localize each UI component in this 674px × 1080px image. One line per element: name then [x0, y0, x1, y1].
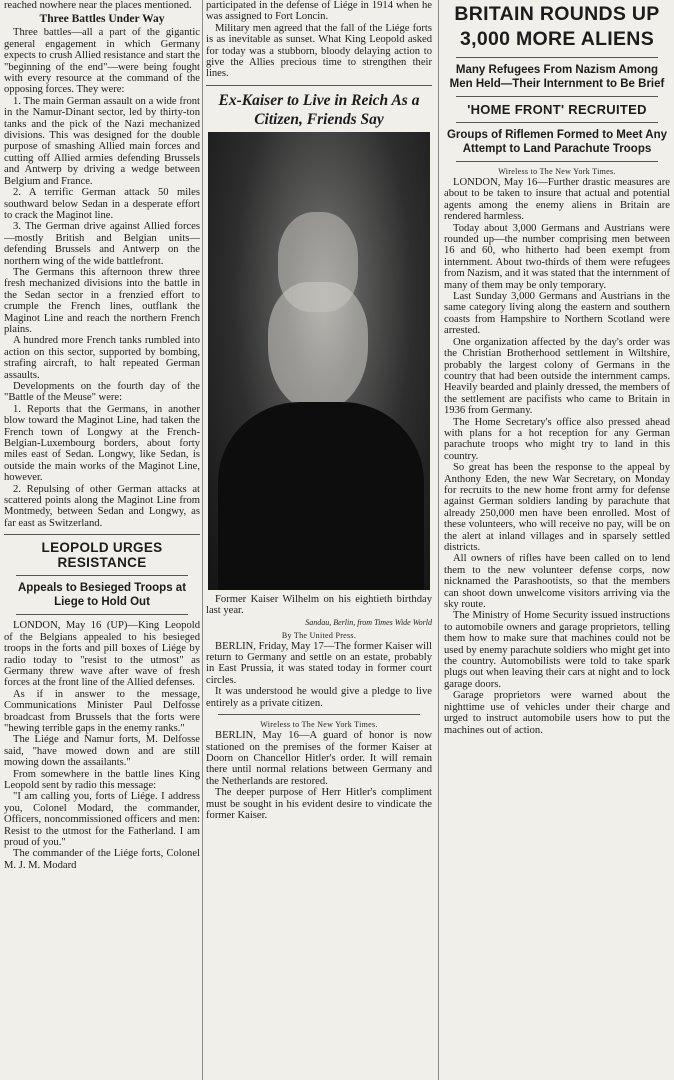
column-rule-right [438, 0, 439, 1080]
paragraph: The Ministry of Home Security issued instructions to automobile owners and garage proprietors, telling them how to make sure that machines could not be used by enemy parachute soldiers who might get into the country. Automobilists were told to take spark plugs out when leaving their cars at night and to lock garage doors. [444, 610, 670, 690]
divider [16, 614, 188, 615]
divider [456, 122, 658, 123]
paragraph: One organization affected by the day's order was the Christian Brotherhood settlement in Wiltshire, probably the largest colony of Germans in the country that had been outside the internment camps. Heavily bearded and plainly dressed, the members of the settlement are pacifists who came to Britain in 1936 from Germany. [444, 336, 670, 417]
paragraph: Today about 3,000 Germans and Austrians were rounded up—the number comprising men between 16 and 60, who hitherto had been exempt from internment. About two-thirds of them were refugees from Nazism, and it was stated that the internment of many of them may be only temporary. [444, 222, 670, 291]
paragraph: participated in the defense of Liége in 1914 when he was assigned to Fort Loncin. [206, 0, 432, 23]
divider [4, 534, 200, 535]
paragraph: Garage proprietors were warned about the nighttime use of vehicles under their charge and urged to instruct automobile users how to put the machines out of action. [444, 690, 670, 736]
photo-credit: Sandau, Berlin, from Times Wide World [305, 617, 432, 627]
divider [456, 96, 658, 97]
paragraph: So great has been the response to the appeal by Anthony Eden, the new War Secretary, on Monday for recruits to the new home front army for defense against German soldiers landing by parachute that already 250,000 men have been enrolled. Most of these volunteers, who will receive no pay, will be on the alert at inland villages and in sparsely settled districts. [444, 462, 670, 553]
paragraph: LONDON, May 16 (UP)—King Leopold of the Belgians appealed to his besieged troops in the forts and pill boxes of Liége by radio today to "resist to the utmost" as Germany threw wave after wave of fresh forces at the front line of the Allied defenses. [4, 620, 200, 689]
deck-riflemen: Groups of Riflemen Formed to Meet Any Attempt to Land Parachute Troops [446, 129, 667, 155]
photo-kaiser-wilhelm [208, 132, 430, 590]
paragraph: Developments on the fourth day of the "Battle of the Meuse" were: [4, 381, 200, 404]
column-middle [206, 0, 432, 1080]
paragraph: BERLIN, Friday, May 17—The former Kaiser will return to Germany and settle on an estate, probably in East Prussia, it was stated today in former court circles. [206, 640, 432, 686]
paragraph: Military men agreed that the fall of the Liége forts is as inevitable as sunset. What King Leopold asked for today was a stubborn, bloody delaying action to give the Allies precious time to strengthen their lines. [206, 22, 432, 80]
divider [206, 85, 432, 86]
paragraph: 2. A terrific German attack 50 miles southward below Sedan in a desperate effort to crack the Maginot line. [4, 187, 200, 221]
paragraph: 1. The main German assault on a wide front in the Namur-Dinant sector, led by thirty-ton tanks and the pick of the Nazi mechanized divisions. This was designed for the double purpose of smashing Allied main forces and cutting off Allied armies defending Brussels and Antwerp by driving a wedge between Belgium and France. [4, 95, 200, 187]
divider [16, 575, 188, 576]
paragraph: 3. The German drive against Allied forces—mostly British and Belgian units—defending Brussels and Antwerp on the northern wing of the wide battlefront. [4, 221, 200, 267]
paragraph: As if in answer to the message, Communications Minister Paul Delfosse broadcast from Brussels that the forts were "hewing terrible gaps in the enemy ranks." [4, 688, 200, 734]
wire-credit: Wireless to The New York Times. [498, 167, 616, 176]
paragraph: The Liége and Namur forts, M. Delfosse said, "have mowed down and are still mowing down the assailants." [4, 734, 200, 769]
paragraph: All owners of rifles have been called on to lend them to the new volunteer defense corps, now nicknamed the Parashootists, so that the members can shoot down unwelcome visitors arriving via the sky route. [444, 553, 670, 611]
divider [218, 714, 420, 715]
paragraph: 1. Reports that the Germans, in another blow toward the Maginot Line, had taken the French town of Longwy at the French-Belgian-Luxembourg borders, about forty miles east of Sedan. Longwy, like Sedan, is outside the main works of the Maginot Line, however. [4, 403, 200, 484]
paragraph: The Home Secretary's office also pressed ahead with plans for a hot reception for any German parachute troops who might try to land in this country. [444, 416, 670, 462]
deck-leopold: Appeals to Besieged Troops at Liege to Hold Out [17, 582, 187, 609]
paragraph: A hundred more French tanks rumbled into action on this sector, supported by bombing, strafing aircraft, to halt repeated German assaults. [4, 335, 200, 381]
paragraph: It was understood he would give a pledge to live entirely as a private citizen. [206, 686, 432, 709]
paragraph: The deeper purpose of Herr Hitler's compliment must be sought in his evident desire to vindicate the former Kaiser. [206, 787, 432, 821]
paragraph: BERLIN, May 16—A guard of honor is now stationed on the premises of the former Kaiser at Doorn on Chancellor Hitler's order. It will remain there until normal relations between Germany and the Netherlands are restored. [206, 730, 432, 787]
subheadline-home-front: 'HOME FRONT' RECRUITED [467, 102, 647, 117]
paragraph: LONDON, May 16—Further drastic measures are about to be taken to insure that actual and potential agents among the enemy aliens in Britain are rendered harmless. [444, 177, 670, 223]
wire-credit: By The United Press. [281, 630, 357, 640]
column-rule-left [202, 0, 203, 1080]
paragraph: Last Sunday 3,000 Germans and Austrians in the same category living along the eastern and southern coasts from Hampshire to Northern Scotland were arrested. [444, 291, 670, 337]
paragraph: The Germans this afternoon threw three fresh mechanized divisions into the battle in the Sedan sector in a frenzied effort to crumple the French lines, outflank the Maginot Line and reach the northern French plains. [4, 266, 200, 335]
paragraph: Three battles—all a part of the gigantic general engagement in which Germany expects to crush Allied resistance and start the "beginning of the end"—were being fought with every resource at the command of the opposing forces. They were: [4, 27, 200, 96]
paragraph: The commander of the Liége forts, Colonel M. J. M. Modard [4, 848, 200, 871]
headline-leopold: LEOPOLD URGES RESISTANCE [41, 540, 163, 571]
carryover-text: reached nowhere near the places mentioned. [4, 0, 192, 11]
paragraph: "I am calling you, forts of Liége. I address you, Colonel Modard, the commander, Officers, noncommissioned officers and men: Resist to the utmost for the Fatherland. I am proud of you." [4, 791, 200, 848]
wire-credit: Wireless to The New York Times. [260, 720, 378, 730]
headline-britain-aliens: BRITAIN ROUNDS UP 3,000 MORE ALIENS [454, 3, 660, 50]
photo-caption: Former Kaiser Wilhelm on his eightieth birthday last year. [206, 593, 432, 617]
paragraph: From somewhere in the battle lines King Leopold sent by radio this message: [4, 768, 200, 791]
column-right [444, 0, 670, 1080]
divider [456, 57, 658, 58]
divider [456, 161, 658, 162]
paragraph: 2. Repulsing of other German attacks at scattered points along the Maginot Line from Montmedy, between Sedan and Longwy, as far east as Switzerland. [4, 483, 200, 529]
column-left [4, 0, 200, 1080]
subhead-three-battles: Three Battles Under Way [39, 13, 165, 26]
deck-refugees: Many Refugees From Nazism Among Men Held—Their Internment to Be Brief [449, 64, 665, 90]
headline-ex-kaiser: Ex-Kaiser to Live in Reich As a Citizen, Friends Say [218, 91, 420, 128]
